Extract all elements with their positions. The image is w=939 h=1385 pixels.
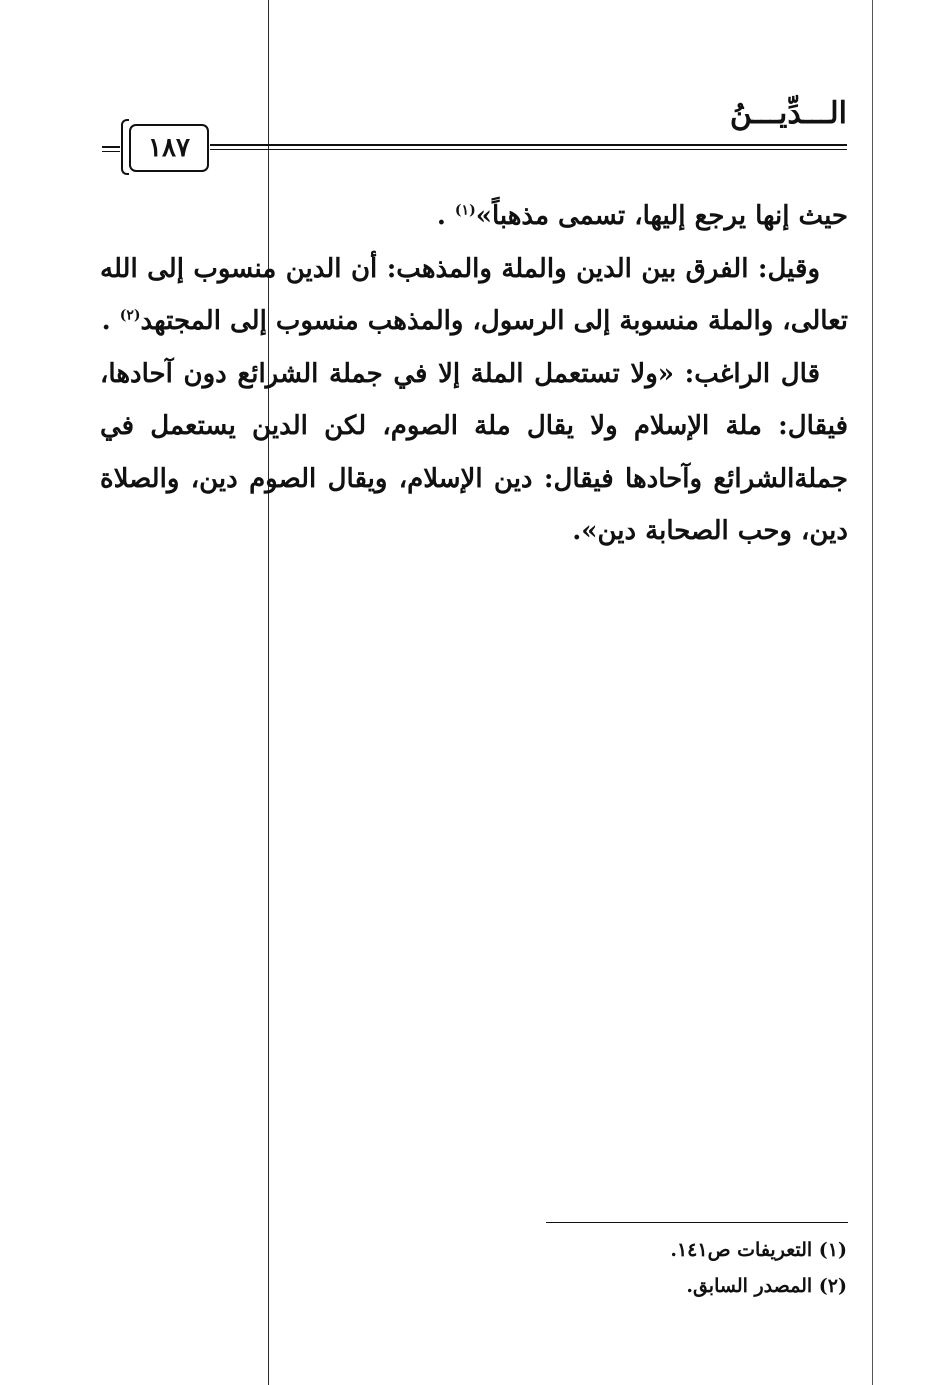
footnote-separator xyxy=(546,1222,848,1223)
paragraph-1-text: حيث إنها يرجع إليها، تسمى مذهباً» xyxy=(475,201,848,231)
body-text xyxy=(100,190,848,558)
paragraph-3 xyxy=(100,348,848,558)
gutter-line-right xyxy=(872,0,873,1385)
paragraph-2-text: وقيل: الفرق بين الدين والملة والمذهب: أن الدين منسوب إلى الله تعالى، والملة منسوبة إلى الرسول، والمذهب منسوب إلى المجتهد xyxy=(100,253,848,336)
footnote-1: (١) التعريفات ص١٤١. xyxy=(670,1239,847,1261)
paragraph-3-text: قال الراغب: «ولا تستعمل الملة إلا في جملة الشرائع دون آحادها، فيقال: ملة الإسلام ولا يقال ملة الصوم، لكن الدين يستعمل في جملةالشرائع وآحادها فيقال: دين الإسلام، ويقال الصوم دين، والصلاة دين، وحب الصحابة دين». xyxy=(100,358,848,546)
footnote-2: (٢) المصدر السابق. xyxy=(686,1275,847,1297)
footnote-mark-1: (١) xyxy=(454,202,476,219)
page-number-frame xyxy=(121,119,129,175)
page-number: ١٨٧ xyxy=(129,124,209,172)
paragraph-1-tail: . xyxy=(436,201,455,231)
header-rule xyxy=(210,144,847,150)
running-title: الـــدِّيـــنُ xyxy=(729,96,847,131)
paragraph-2 xyxy=(100,243,848,348)
footnote-mark-2: (٢) xyxy=(119,307,141,324)
paragraph-2-tail: . xyxy=(101,306,120,336)
paragraph-1 xyxy=(100,190,848,243)
header-rule-stub xyxy=(102,146,120,152)
footnotes xyxy=(287,1232,847,1304)
